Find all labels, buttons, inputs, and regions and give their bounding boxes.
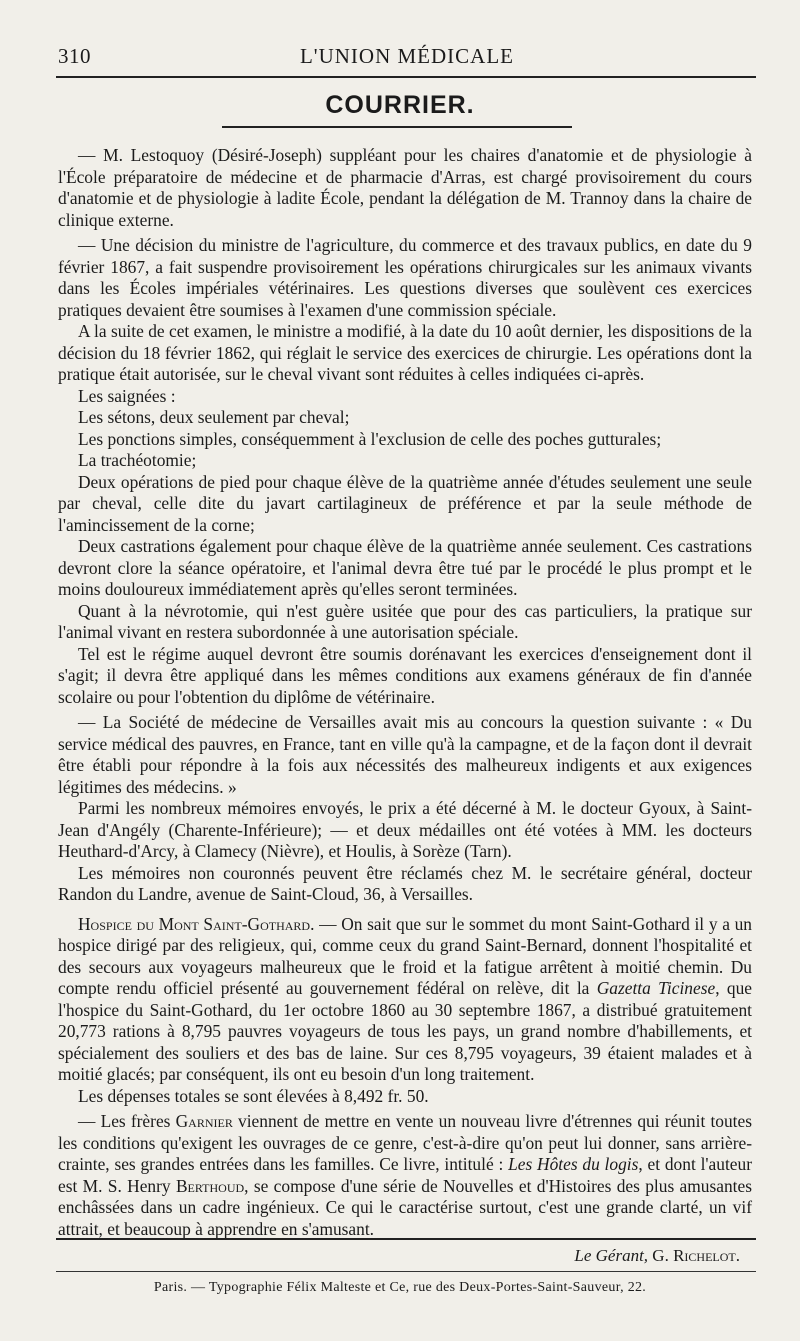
publication-title: Gazetta Ticinese: [596, 978, 716, 998]
paragraph-text: , que l'hospice du Saint-Gothard, du 1er octobre 1860 au 30 septembre 1867, a distribué gratuitement 20,773 rations à 8,795 pauvres voyageurs de tous les pays, un grand nombre d'habillements, et spécialement des souliers et des bas de laine. Sur ces 8,795 voyageurs, 39 étaient malades et à moitié glacés; par conséquent, ils ont eu besoin d'un long traitement.: [58, 978, 752, 1084]
author-name: Berthoud: [175, 1175, 245, 1196]
footer-rule: [56, 1238, 756, 1240]
page-number: 310: [58, 44, 91, 68]
paragraph: — La Société de médecine de Versailles avait mis au concours la question suivante : « Du service médical des pauvres, en France, tant en ville qu'à la campagne, et de la façon dont il devrait être établi pour répondre à la fois aux nécessités des malheureux indigents et aux exigences légitimes des médecins. »: [58, 712, 752, 797]
list-item: Les saignées :: [78, 385, 176, 406]
printer-imprint: Paris. — Typographie Félix Malteste et Ce, rue des Deux-Portes-Saint-Sauveur, 22.: [153, 1280, 647, 1295]
section-title: COURRIER.: [325, 91, 475, 119]
paragraph: Deux opérations de pied pour chaque élève de la quatrième année d'études seulement une seule par cheval, celle dite du javart cartilagineux de préférence et par la seule méthode de l'amincissement de la corne;: [58, 471, 752, 535]
paragraph: Tel est le régime auquel devront être soumis dorénavant les exercices d'enseignement dont il s'agit; il devra être appliqué dans les mêmes conditions aux examens généraux de fin d'année scolaire ou pour l'obtention du diplôme de vétérinaire.: [58, 643, 752, 707]
list-item: Les ponctions simples, conséquemment à l'exclusion de celle des poches gutturales;: [78, 428, 662, 449]
imprint-rule: [56, 1271, 756, 1272]
paragraph: Parmi les nombreux mémoires envoyés, le prix a été décerné à M. le docteur Gyoux, à Saint-Jean d'Angély (Charente-Inférieure); — et deux médailles ont été votées à MM. les docteurs Heuthard-d'Arcy, à Clamecy (Nièvre), et Houlis, à Sorèze (Tarn).: [58, 798, 752, 861]
title-rule: [222, 126, 572, 128]
running-title: L'UNION MÉDICALE: [299, 44, 514, 68]
paragraph: Deux castrations également pour chaque élève de la quatrième année seulement. Ces castrations devront clore la séance opératoire, et l'animal devra être tué par le procédé le plus prompt et le moins douloureux immédiatement après qu'elles seront terminées.: [58, 536, 752, 599]
paragraph: — M. Lestoquoy (Désiré-Joseph) suppléant pour les chaires d'anatomie et de physiologie à l'École préparatoire de médecine et de pharmacie d'Arras, est chargé provisoirement du cours d'anatomie et de physiologie à ladite École, pendant la délégation de M. Trannoy dans la chaire de clinique externe.: [58, 145, 752, 230]
list-item: La trachéotomie;: [78, 450, 197, 470]
signature-name: G. Richelot.: [652, 1246, 740, 1265]
paragraph: Les mémoires non couronnés peuvent être réclamés chez M. le secrétaire général, docteur Randon du Landre, avenue de Saint-Cloud, 36, à Versailles.: [58, 862, 752, 904]
article-body: [58, 145, 752, 1240]
paragraph: [58, 1111, 752, 1240]
paragraph: Les dépenses totales se sont élevées à 8,492 fr. 50.: [78, 1085, 429, 1106]
paragraph-text: — Les frères: [78, 1111, 176, 1131]
publisher-name: Garnier: [175, 1111, 233, 1131]
paragraph-lead: Hospice du Mont Saint-Gothard.: [78, 913, 315, 934]
signature-role: Le Gérant,: [574, 1246, 649, 1265]
paragraph-text: , se compose d'une série de Nouvelles et d'Histoires des plus amusantes enchâssées dans un cadre ingénieux. Ce qui le caractérise surtout, c'est une grande clarté, un vif attrait, et beaucoup à apprendre en s'amusant.: [58, 1175, 752, 1239]
page-header: [58, 44, 756, 70]
paragraph-text: , et dont l'auteur est M. S. Henry: [58, 1154, 752, 1196]
list-item: Les sétons, deux seulement par cheval;: [78, 407, 350, 427]
paragraph: [58, 914, 752, 1086]
paragraph: Quant à la névrotomie, qui n'est guère usitée que pour des cas particuliers, la pratique sur l'animal vivant en restera subordonnée à une autorisation spéciale.: [58, 600, 752, 642]
paragraph: — Une décision du ministre de l'agriculture, du commerce et des travaux publics, en date du 9 février 1867, a fait suspendre provisoirement les opérations chirurgicales sur les animaux vivants dans les Écoles impériales vétérinaires. Les questions diverses que soulèvent ces exercices pratiques devaient être soumises à l'examen d'une commission spéciale.: [58, 235, 752, 320]
paragraph-text: — On sait que sur le sommet du mont Saint-Gothard il y a un hospice dirigé par des religieux, qui, comme ceux du grand Saint-Bernard, donnent l'hospitalité et des secours aux voyageurs malheureux que le froid et la fatigue arrêtent à moitié chemin. Du compte rendu officiel présenté au gouvernement fédéral on relève, dit la: [58, 913, 752, 998]
book-title: Les Hôtes du logis: [508, 1154, 639, 1174]
paragraph-text: viennent de mettre en vente un nouveau livre d'étrennes qui réunit toutes les conditions qu'exigent les ouvrages de ce genre, c'est-à-dire qu'on peut lui donner, sans arrière-crainte, ses grandes entrées dans les familles. Ce livre, intitulé :: [58, 1111, 752, 1174]
header-rule: [56, 76, 756, 78]
paragraph: A la suite de cet examen, le ministre a modifié, à la date du 10 août dernier, les dispositions de la décision du 18 février 1862, qui réglait le service des exercices de chirurgie. Les opérations dont la pratique était autorisée, sur le cheval vivant sont réduites à celles indiquées ci-après.: [58, 321, 752, 384]
signature: [574, 1246, 740, 1266]
